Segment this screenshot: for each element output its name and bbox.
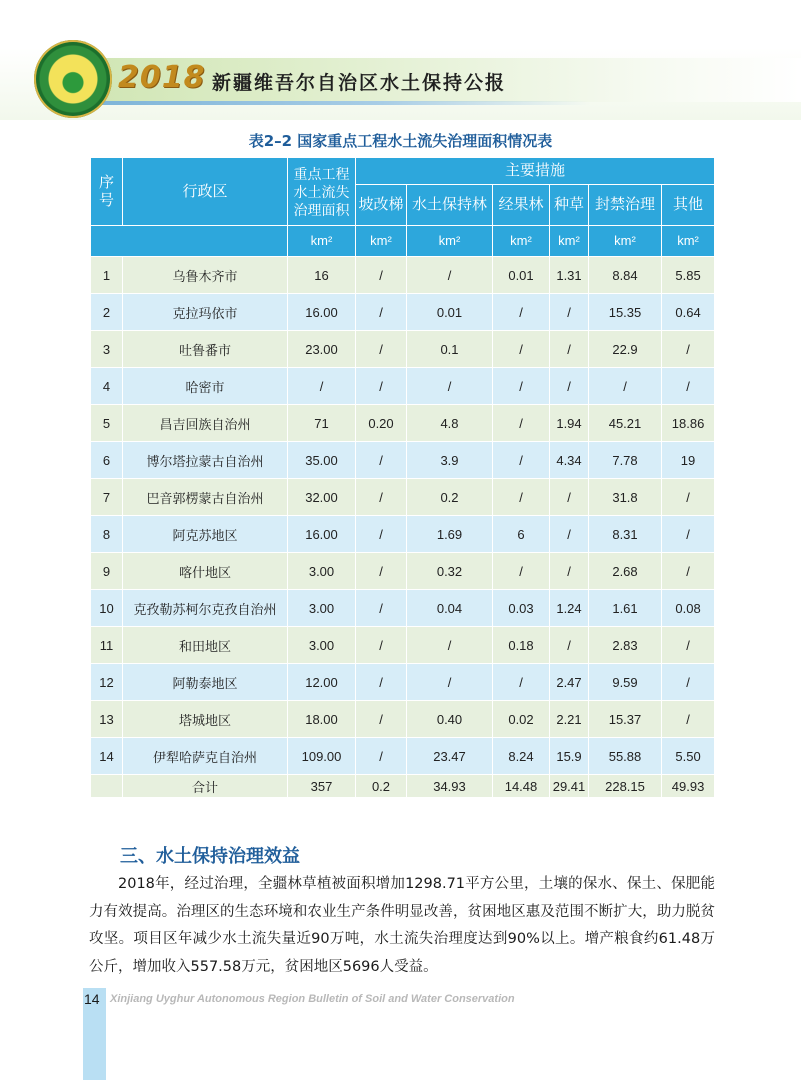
table-row — [91, 738, 715, 775]
table-row — [91, 442, 715, 479]
row-seq: 9 — [91, 553, 123, 590]
row-seq: 14 — [91, 738, 123, 775]
total-measure-value: 49.93 — [662, 775, 715, 798]
row-measure-value: 1.61 — [589, 590, 662, 627]
row-measure-value: / — [356, 331, 407, 368]
row-measure-value: 7.78 — [589, 442, 662, 479]
row-measure-value: 2.21 — [550, 701, 589, 738]
row-seq: 8 — [91, 516, 123, 553]
table-body — [91, 257, 715, 798]
row-seq: 7 — [91, 479, 123, 516]
row-measure-value: / — [356, 257, 407, 294]
col-region-header: 行政区 — [123, 158, 288, 226]
row-measure-value: 0.64 — [662, 294, 715, 331]
col-measure-header: 种草 — [550, 185, 589, 226]
row-total: 16.00 — [288, 516, 356, 553]
row-measure-value: / — [493, 553, 550, 590]
row-measure-value: 22.9 — [589, 331, 662, 368]
col-group-header: 主要措施 — [356, 158, 715, 185]
table-row — [91, 257, 715, 294]
row-measure-value: 6 — [493, 516, 550, 553]
unit-row — [91, 226, 715, 257]
row-seq: 11 — [91, 627, 123, 664]
page-header — [0, 0, 801, 120]
row-measure-value: 2.83 — [589, 627, 662, 664]
col-measure-header: 经果林 — [493, 185, 550, 226]
row-total: 18.00 — [288, 701, 356, 738]
section-body — [89, 871, 715, 981]
table-total-row — [91, 775, 715, 798]
bulletin-logo-icon — [34, 40, 112, 118]
page-number: 14 — [84, 991, 100, 1007]
row-measure-value: / — [662, 479, 715, 516]
row-region: 和田地区 — [123, 627, 288, 664]
row-measure-value: 0.01 — [407, 294, 493, 331]
row-measure-value: 0.40 — [407, 701, 493, 738]
row-measure-value: / — [550, 516, 589, 553]
table-title: 表2–2 国家重点工程水土流失治理面积情况表 — [248, 132, 553, 150]
row-measure-value: / — [550, 331, 589, 368]
total-value: 357 — [288, 775, 356, 798]
row-measure-value: / — [550, 627, 589, 664]
row-measure-value: / — [662, 664, 715, 701]
row-measure-value: 0.04 — [407, 590, 493, 627]
total-measure-value: 29.41 — [550, 775, 589, 798]
unit-cell: km² — [493, 226, 550, 257]
row-measure-value: / — [493, 479, 550, 516]
row-measure-value: / — [407, 368, 493, 405]
row-measure-value: / — [550, 553, 589, 590]
table-row — [91, 405, 715, 442]
col-measure-header: 封禁治理 — [589, 185, 662, 226]
row-measure-value: / — [356, 738, 407, 775]
table-row — [91, 479, 715, 516]
row-seq: 1 — [91, 257, 123, 294]
row-measure-value: 1.69 — [407, 516, 493, 553]
row-measure-value: / — [407, 627, 493, 664]
row-measure-value: 8.24 — [493, 738, 550, 775]
row-measure-value: 23.47 — [407, 738, 493, 775]
row-region: 塔城地区 — [123, 701, 288, 738]
table-row — [91, 701, 715, 738]
header-year: 2018 — [118, 60, 206, 95]
row-region: 克孜勒苏柯尔克孜自治州 — [123, 590, 288, 627]
header-stripe — [70, 101, 590, 105]
row-measure-value: / — [493, 442, 550, 479]
row-total: 71 — [288, 405, 356, 442]
row-measure-value: 5.85 — [662, 257, 715, 294]
row-measure-value: 4.8 — [407, 405, 493, 442]
row-measure-value: 1.24 — [550, 590, 589, 627]
unit-cell: km² — [662, 226, 715, 257]
row-region: 克拉玛依市 — [123, 294, 288, 331]
row-total: 12.00 — [288, 664, 356, 701]
section-heading: 三、水土保持治理效益 — [120, 846, 300, 867]
row-measure-value: 3.9 — [407, 442, 493, 479]
row-measure-value: / — [662, 331, 715, 368]
row-measure-value: / — [662, 627, 715, 664]
treatment-area-table — [90, 157, 715, 798]
unit-cell: km² — [589, 226, 662, 257]
row-measure-value: 2.68 — [589, 553, 662, 590]
row-measure-value: 15.9 — [550, 738, 589, 775]
total-seq-blank — [91, 775, 123, 798]
unit-cell: km² — [288, 226, 356, 257]
row-region: 喀什地区 — [123, 553, 288, 590]
row-measure-value: / — [356, 701, 407, 738]
row-region: 吐鲁番市 — [123, 331, 288, 368]
row-total: 32.00 — [288, 479, 356, 516]
row-measure-value: / — [356, 627, 407, 664]
row-measure-value: / — [356, 442, 407, 479]
row-total: 23.00 — [288, 331, 356, 368]
row-measure-value: / — [493, 331, 550, 368]
row-total: 16 — [288, 257, 356, 294]
total-measure-value: 14.48 — [493, 775, 550, 798]
row-measure-value: / — [662, 516, 715, 553]
row-measure-value: / — [356, 664, 407, 701]
table-row — [91, 368, 715, 405]
total-measure-value: 34.93 — [407, 775, 493, 798]
row-measure-value: 1.31 — [550, 257, 589, 294]
total-measure-value: 0.2 — [356, 775, 407, 798]
row-measure-value: / — [356, 553, 407, 590]
row-measure-value: / — [356, 516, 407, 553]
table-row — [91, 516, 715, 553]
row-region: 阿勒泰地区 — [123, 664, 288, 701]
row-measure-value: 0.2 — [407, 479, 493, 516]
row-measure-value: 9.59 — [589, 664, 662, 701]
table-row — [91, 664, 715, 701]
row-seq: 5 — [91, 405, 123, 442]
table-row — [91, 627, 715, 664]
row-region: 巴音郭楞蒙古自治州 — [123, 479, 288, 516]
total-measure-value: 228.15 — [589, 775, 662, 798]
row-measure-value: 1.94 — [550, 405, 589, 442]
row-measure-value: / — [493, 294, 550, 331]
col-total-header: 重点工程水土流失治理面积 — [288, 158, 356, 226]
row-measure-value: 5.50 — [662, 738, 715, 775]
total-label: 合计 — [123, 775, 288, 798]
row-measure-value: / — [550, 294, 589, 331]
row-measure-value: 15.35 — [589, 294, 662, 331]
row-region: 哈密市 — [123, 368, 288, 405]
running-footer: Xinjiang Uyghur Autonomous Region Bulletin of Soil and Water Conservation — [110, 993, 515, 1005]
row-region: 伊犁哈萨克自治州 — [123, 738, 288, 775]
row-measure-value: / — [493, 664, 550, 701]
row-total: / — [288, 368, 356, 405]
row-total: 3.00 — [288, 627, 356, 664]
row-region: 博尔塔拉蒙古自治州 — [123, 442, 288, 479]
row-measure-value: 45.21 — [589, 405, 662, 442]
row-measure-value: 0.20 — [356, 405, 407, 442]
row-total: 109.00 — [288, 738, 356, 775]
header-title: 新疆维吾尔自治区水土保持公报 — [212, 72, 507, 94]
row-measure-value: / — [550, 368, 589, 405]
row-total: 16.00 — [288, 294, 356, 331]
unit-cell: km² — [550, 226, 589, 257]
row-seq: 6 — [91, 442, 123, 479]
row-measure-value: / — [356, 590, 407, 627]
row-measure-value: 0.18 — [493, 627, 550, 664]
row-measure-value: 15.37 — [589, 701, 662, 738]
col-measure-header: 坡改梯 — [356, 185, 407, 226]
row-measure-value: / — [407, 257, 493, 294]
row-measure-value: / — [550, 479, 589, 516]
row-measure-value: 8.31 — [589, 516, 662, 553]
row-measure-value: 0.02 — [493, 701, 550, 738]
unit-cell: km² — [407, 226, 493, 257]
row-measure-value: 8.84 — [589, 257, 662, 294]
row-total: 3.00 — [288, 553, 356, 590]
row-total: 35.00 — [288, 442, 356, 479]
row-seq: 4 — [91, 368, 123, 405]
row-measure-value: / — [662, 368, 715, 405]
row-measure-value: 31.8 — [589, 479, 662, 516]
row-measure-value: 0.08 — [662, 590, 715, 627]
logo-globe — [55, 61, 91, 97]
row-measure-value: / — [356, 368, 407, 405]
row-seq: 12 — [91, 664, 123, 701]
row-measure-value: 0.32 — [407, 553, 493, 590]
section-paragraph: 2018年，经过治理，全疆林草植被面积增加1298.71平方公里，土壤的保水、保土、保肥能力有效提高。治理区的生态环境和农业生产条件明显改善，贫困地区惠及范围不断扩大，助力脱贫攻坚。项目区年减少水土流失量近90万吨，水土流失治理度达到90%以上。增产粮食约61.48万公斤，增加收入557.58万元，贫困地区5696人受益。 — [89, 876, 715, 975]
row-measure-value: / — [407, 664, 493, 701]
table-row — [91, 294, 715, 331]
col-seq-header: 序号 — [91, 158, 123, 226]
row-seq: 2 — [91, 294, 123, 331]
row-measure-value: 2.47 — [550, 664, 589, 701]
row-measure-value: / — [662, 701, 715, 738]
col-measure-header: 其他 — [662, 185, 715, 226]
row-measure-value: / — [589, 368, 662, 405]
row-measure-value: / — [356, 479, 407, 516]
table-row — [91, 553, 715, 590]
row-measure-value: 19 — [662, 442, 715, 479]
row-measure-value: 4.34 — [550, 442, 589, 479]
row-region: 乌鲁木齐市 — [123, 257, 288, 294]
col-measure-header: 水土保持林 — [407, 185, 493, 226]
table-row — [91, 331, 715, 368]
table-row — [91, 590, 715, 627]
row-seq: 3 — [91, 331, 123, 368]
row-seq: 10 — [91, 590, 123, 627]
row-measure-value: 0.03 — [493, 590, 550, 627]
row-measure-value: / — [493, 405, 550, 442]
row-region: 阿克苏地区 — [123, 516, 288, 553]
row-measure-value: 0.01 — [493, 257, 550, 294]
row-region: 昌吉回族自治州 — [123, 405, 288, 442]
row-measure-value: 55.88 — [589, 738, 662, 775]
row-measure-value: / — [356, 294, 407, 331]
row-seq: 13 — [91, 701, 123, 738]
row-measure-value: / — [662, 553, 715, 590]
row-measure-value: / — [493, 368, 550, 405]
row-measure-value: 0.1 — [407, 331, 493, 368]
unit-blank-cell — [91, 226, 288, 257]
row-measure-value: 18.86 — [662, 405, 715, 442]
unit-cell: km² — [356, 226, 407, 257]
row-total: 3.00 — [288, 590, 356, 627]
